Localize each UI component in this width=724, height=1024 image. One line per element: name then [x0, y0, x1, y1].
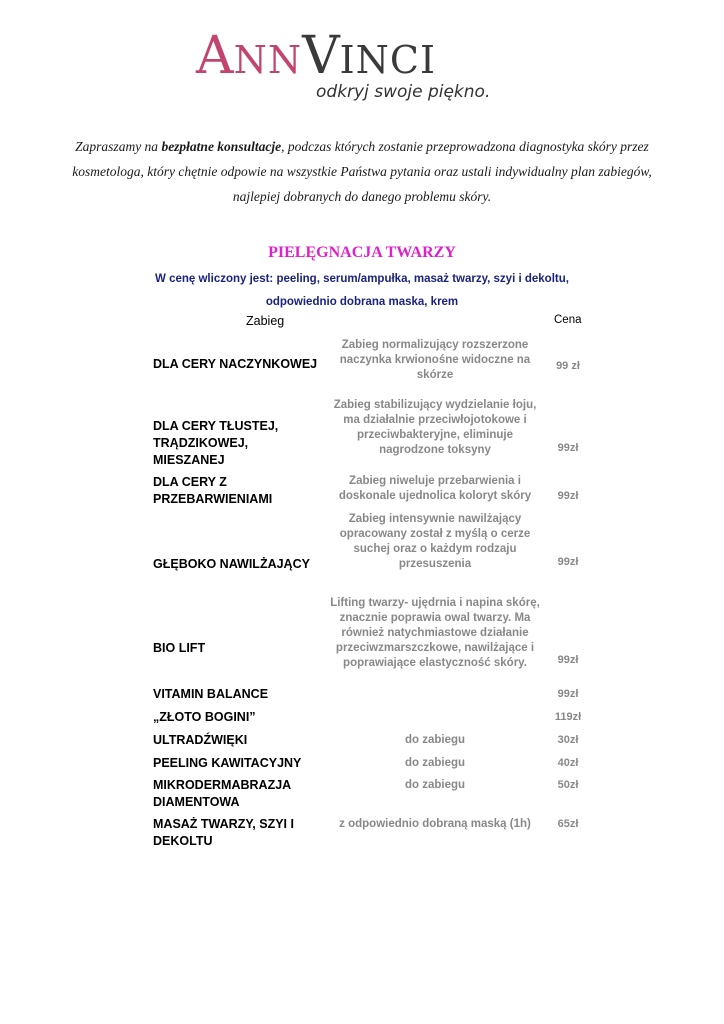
logo — [196, 26, 496, 110]
treatment-name: DLA CERY NACZYNKOWEJ — [153, 357, 318, 371]
treatment-description: Zabieg normalizujący rozszerzone naczynka krwionośne widoczne na skórze — [339, 339, 531, 381]
treatment-price: 99zł — [557, 490, 579, 502]
treatment-price: 40zł — [557, 757, 579, 769]
treatment-description: Zabieg niweluje przebarwienia i doskonale ujednolica koloryt skóry — [338, 475, 532, 502]
intro-paragraph — [70, 134, 654, 209]
treatment-description: Zabieg intensywnie nawilżający opracowany został z myślą o cerze suchej oraz o każdym rodzaju przesuszenia — [339, 513, 531, 570]
section-title: PIELĘGNACJA TWARZY — [268, 244, 456, 261]
treatment-name: BIO LIFT — [153, 641, 206, 655]
treatment-name: VITAMIN BALANCE — [153, 687, 269, 701]
treatment-price: 119zł — [554, 711, 582, 723]
logo-vinci-rest: INCI — [339, 38, 436, 82]
logo-tagline: odkryj swoje piękno. — [316, 82, 491, 102]
treatment-name: MASAŻ TWARZY, SZYI I DEKOLTU — [153, 817, 294, 848]
column-header-price: Cena — [554, 314, 582, 326]
treatment-price: 99 zł — [556, 360, 580, 372]
treatment-name: „ZŁOTO BOGINI” — [153, 710, 256, 724]
treatment-price: 99zł — [557, 688, 579, 700]
column-header-treatment: Zabieg — [246, 314, 285, 328]
logo-ann-rest: NN — [233, 38, 303, 82]
treatment-name: GŁĘBOKO NAWILŻAJĄCY — [153, 557, 310, 571]
treatment-description: do zabiegu — [404, 734, 466, 746]
treatment-description: z odpowiednio dobraną maską (1h) — [339, 818, 531, 830]
logo-wordmark — [196, 26, 436, 86]
intro-after: , podczas których zostanie przeprowadzona diagnostyka skóry przez kosmetologa, który chętnie odpowie na wszystkie Państwa pytania oraz ustali indywidualny plan zabiegów, najlepiej dobranych do danego problemu skóry. — [72, 139, 652, 204]
treatment-name: DLA CERY TŁUSTEJ, TRĄDZIKOWEJ, MIESZANEJ — [153, 419, 279, 467]
treatment-price: 99zł — [557, 442, 579, 454]
treatment-description: Lifting twarzy- ujędrnia i napina skórę, znacznie poprawia owal twarzy. Ma również natychmiastowe działanie przeciwzmarszczkowe, nawilżające i poprawiające elastyczność skóry. — [330, 597, 540, 669]
logo-vinci-initial: V — [302, 26, 340, 86]
treatment-description: do zabiegu — [404, 757, 466, 769]
treatment-name: ULTRADŹWIĘKI — [153, 733, 248, 747]
logo-ann-initial: A — [196, 26, 234, 86]
treatment-name: DLA CERY Z PRZEBARWIENIAMI — [153, 475, 273, 506]
included-note: W cenę wliczony jest: peeling, serum/ampułka, masaż twarzy, szyi i dekoltu, odpowiednio dobrana maska, krem — [155, 273, 569, 308]
treatment-description: Zabieg stabilizujący wydzielanie łoju, ma działalnie przeciwłojotokowe i przeciwbakteryjne, eliminuje nagrodzone toksyny — [333, 399, 537, 456]
treatment-price: 30zł — [557, 734, 579, 746]
treatment-price: 50zł — [557, 779, 579, 791]
intro-before: Zapraszamy na — [75, 139, 162, 154]
treatment-price: 65zł — [557, 818, 579, 830]
intro-highlight: bezpłatne konsultacje — [161, 139, 282, 154]
treatment-price: 99zł — [557, 654, 579, 666]
treatment-name: MIKRODERMABRAZJA DIAMENTOWA — [153, 778, 291, 809]
treatment-name: PEELING KAWITACYJNY — [153, 756, 302, 770]
treatment-description: do zabiegu — [404, 779, 466, 791]
treatment-price: 99zł — [557, 556, 579, 568]
